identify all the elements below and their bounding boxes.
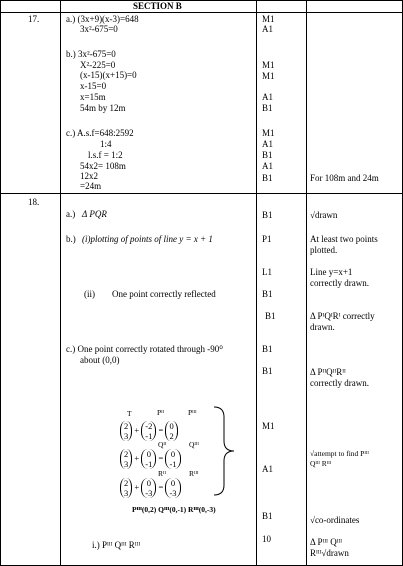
q17b-line6: 54m by 12m	[80, 103, 126, 113]
matrix-label-Q3: Qᴵᴵᴵ	[189, 440, 199, 449]
q18b-comment2a: Line y=x+1	[310, 267, 353, 277]
matrix-r1-vector-a: 2 3	[120, 421, 132, 441]
matrix-row-1: 2 3 + -2 -1 = 0 2	[120, 421, 178, 441]
matrix-row-2: 2 3 + 0 -1 = 0 -1	[120, 449, 181, 469]
q17a-line2: 3x²-675=0	[80, 24, 118, 34]
coords-mark: B1	[262, 511, 273, 521]
col-border-1	[60, 0, 61, 566]
q17c-comment: For 108m and 24m	[310, 173, 379, 183]
matrix-label-R3: Rᴵᴵᴵ	[189, 469, 199, 478]
q17c-mark3: B1	[262, 150, 273, 160]
q18b-ii-label: (ii)	[84, 289, 95, 299]
q18c-line2: about (0,0)	[80, 355, 120, 365]
q18-number: 18.	[28, 197, 40, 207]
q18b-mark4: B1	[265, 311, 276, 321]
q17b-mark2: M1	[262, 71, 275, 81]
q17c-line3: l.s.f = 1:2	[88, 150, 123, 160]
q17c-line1: c.) A.s.f=648:2592	[66, 128, 134, 138]
matrix-r2-vector-c: 0 -1	[165, 449, 180, 469]
final-comment-b: Rᴵᴵᴵ√drawn	[310, 548, 349, 558]
q17c-line2: 1:4	[100, 139, 112, 149]
q17a-mark2: A1	[262, 24, 273, 34]
matrix-row-3: 2 3 + 0 -3 = 0 -3	[120, 478, 181, 498]
q18b-comment4b: drawn.	[310, 322, 335, 332]
matrix-label-P2: Pᴵᴵ	[157, 408, 165, 417]
matrix-r1-vector-c: 0 2	[165, 421, 177, 441]
matrix-label-R2: Rᴵᴵ	[158, 469, 166, 478]
matrix-mark2: A1	[262, 464, 273, 474]
q17a-line1: a.) (3x+9)(x-3)=648	[66, 14, 139, 24]
matrix-r3-vector-a: 2 3	[120, 478, 132, 498]
matrix-r2-vector-b: 0 -1	[141, 449, 156, 469]
q18b-comment1b: plotted.	[310, 245, 338, 255]
q18b-mark3: B1	[262, 289, 273, 299]
matrix-r2-vector-a: 2 3	[120, 449, 132, 469]
curly-brace-icon	[210, 405, 238, 497]
q17b-mark1: M1	[262, 60, 275, 70]
q18c-line1: c.) One point correctly rotated through -90⁰	[66, 344, 223, 354]
matrix-comment-a: √attempt to find Pᴵᴵᴵ	[310, 449, 369, 458]
q18b-comment1a: At least two points	[310, 234, 378, 244]
q18b-ii-text: One point correctly reflected	[112, 289, 216, 299]
q18c-comment2a: Δ PᴵᴵQᴵᴵRᴵᴵ	[310, 367, 346, 377]
q18b-mark2: L1	[262, 267, 272, 277]
col-border-3	[306, 0, 307, 566]
q18b-comment2b: correctly drawn.	[310, 278, 369, 288]
q17b-mark3: A1	[262, 92, 273, 102]
q18c-mark1: B1	[262, 344, 273, 354]
matrix-label-P3: Pᴵᴵᴵ	[188, 408, 197, 417]
matrix-r3-vector-b: 0 -3	[141, 478, 156, 498]
final-text: i.) Pᴵᴵᴵ Qᴵᴵᴵ Rᴵᴵᴵ	[92, 540, 141, 550]
q18c-comment2b: correctly drawn.	[310, 378, 369, 388]
q18b-mark1: P1	[262, 234, 272, 244]
q17b-line3: (x-15)(x+15)=0	[80, 70, 137, 80]
q18a-mark: B1	[262, 210, 273, 220]
q17b-mark4: B1	[262, 103, 273, 113]
col-border-2	[256, 0, 257, 566]
coords-text: Pᴵᴵᴵ(0,2) Qᴵᴵᴵ(0,-1) Rᴵᴵᴵ(0,-3)	[132, 505, 216, 514]
matrix-label-T: T	[127, 409, 132, 418]
q17c-mark2: A1	[262, 139, 273, 149]
q17c-mark5: B1	[262, 173, 273, 183]
q17c-line4: 54x2= 108m	[80, 161, 126, 171]
q17c-mark1: M1	[262, 128, 275, 138]
q17c-line5: 12x2	[80, 171, 98, 181]
q18b-comment4a: Δ PᴵQᴵRᴵ correctly	[310, 311, 375, 321]
q17a-mark1: M1	[262, 14, 275, 24]
q17b-line4: x-15=0	[80, 81, 107, 91]
q17b-line2: X²-225=0	[80, 60, 116, 70]
q17c-mark4: A1	[262, 161, 273, 171]
matrix-comment-b: Qᴵᴵᴵ Rᴵᴵᴵ	[310, 459, 332, 468]
q17c-line6: =24m	[80, 181, 102, 191]
final-mark: 10	[262, 534, 271, 544]
q18c-mark2: B1	[262, 366, 273, 376]
q17b-line5: x=15m	[80, 92, 106, 102]
matrix-r1-vector-b: -2 -1	[141, 421, 156, 441]
q18b-label: b.)	[66, 234, 76, 244]
matrix-mark1: M1	[262, 421, 275, 431]
matrix-label-Q2: Qᴵᴵ	[158, 440, 167, 449]
matrix-r3-vector-c: 0 -3	[165, 478, 180, 498]
col-border-left	[0, 0, 1, 566]
q18b-text: (i)plotting of points of line y = x + 1	[82, 234, 213, 244]
final-comment-a: Δ Pᴵᴵᴵ Qᴵᴵᴵ	[310, 537, 343, 547]
coords-comment: √co-ordinates	[310, 515, 360, 525]
q18a-comment: √drawn	[310, 210, 338, 220]
q17b-line1: b.) 3x²-675=0	[66, 49, 116, 59]
q18a-label: a.)	[66, 209, 76, 219]
q18a-triangle: Δ PQR	[82, 209, 107, 219]
q17-number: 17.	[28, 14, 40, 24]
section-header: SECTION B	[133, 1, 182, 11]
